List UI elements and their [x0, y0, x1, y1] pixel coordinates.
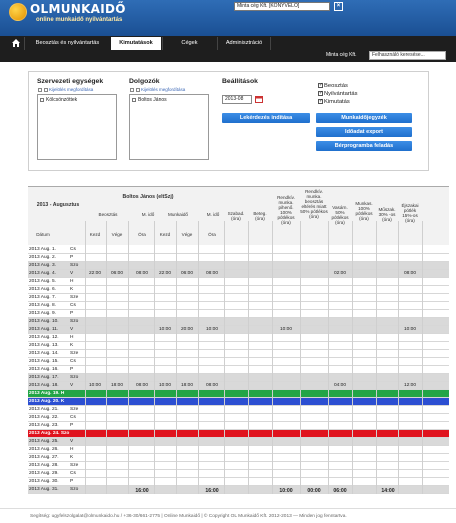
table-row	[28, 446, 449, 454]
table-row	[28, 254, 449, 262]
row-weekday: Cs	[70, 303, 76, 308]
total-beosztas-ora: 16:00	[135, 488, 149, 494]
row-weekday: P	[70, 479, 74, 484]
table-row	[28, 406, 449, 414]
check-beosztas[interactable]: ✓Beosztás	[318, 83, 348, 89]
column-divider	[106, 221, 107, 494]
row-date: 2013 Aug. 4.	[29, 271, 56, 276]
row-cell-mo: 08:00	[205, 271, 218, 276]
row-date: 2013 Aug. 1.	[29, 247, 56, 252]
nav-item-beosztas[interactable]: Beosztás és nyilvántartás	[24, 37, 110, 50]
row-date: 2013 Aug. 26.	[29, 447, 59, 452]
row-date: 2013 Aug. 29.	[29, 471, 59, 476]
worker-name: Boltos János (eltSzj)	[122, 194, 174, 200]
row-weekday: Sze	[70, 463, 79, 468]
workers-invert-link[interactable]: Kijelölés megfordítása	[129, 87, 185, 92]
payroll-submit-button[interactable]: Bérprogramba feladás	[316, 141, 412, 151]
table-row	[28, 430, 449, 438]
row-weekday: P	[70, 255, 74, 260]
home-icon[interactable]	[12, 39, 20, 47]
table-row	[28, 310, 449, 318]
column-divider	[176, 221, 177, 494]
row-date: 2013 Aug. 5.	[29, 279, 56, 284]
table-row	[28, 318, 449, 326]
row-date: 2013 Aug. 2.	[29, 255, 56, 260]
row-date: 2013 Aug. 15.	[29, 359, 59, 364]
column-divider	[272, 221, 273, 494]
col-vasarnap: Vasárn. 50% pótlékos (óra)	[331, 205, 349, 225]
calendar-icon[interactable]	[255, 95, 263, 103]
table-row	[28, 326, 449, 334]
logo-icon	[9, 3, 27, 21]
row-date: 2013 Aug. 18.	[29, 383, 59, 388]
table-row	[28, 374, 449, 382]
table-row	[28, 350, 449, 358]
table-row	[28, 454, 449, 462]
list-item[interactable]: Kölcsönzöttek	[40, 97, 77, 103]
row-weekday: Szo	[70, 375, 79, 380]
settings-title: Beállítások	[222, 78, 258, 85]
total-rendk-elteres: 00:00	[307, 488, 321, 494]
column-divider	[248, 221, 249, 494]
column-divider	[154, 221, 155, 494]
time-export-button[interactable]: Időadat export	[316, 127, 412, 137]
col-ejszakai: Éjszakai pótlék 15%-os (óra)	[401, 203, 419, 223]
nav-item-cegek[interactable]: Cégek	[162, 37, 216, 50]
table-row	[28, 470, 449, 478]
footer	[0, 508, 456, 523]
table-row	[28, 358, 449, 366]
row-weekday: V	[70, 271, 74, 276]
row-date: 2013 Aug. 12.	[29, 335, 59, 340]
row-date: 2013 Aug. 9.	[29, 311, 56, 316]
row-weekday: K	[70, 287, 74, 292]
row-weekday: Cs	[70, 471, 76, 476]
row-cell-mv: 06:00	[180, 271, 193, 276]
main-nav	[0, 36, 456, 50]
company-select[interactable]: Minta cég Kft. [KÖNYVELŐ]	[234, 2, 330, 11]
total-rendk-pihenonap: 10:00	[279, 488, 293, 494]
group-beosztas: Beosztás	[98, 212, 118, 217]
row-date: 2013 Aug. 7.	[29, 295, 56, 300]
table-row	[28, 246, 449, 254]
query-button[interactable]: Lekérdezés indítása	[222, 113, 310, 123]
row-cell-bo: 08:00	[135, 383, 148, 388]
row-date: 2013 Aug. 11.	[29, 327, 59, 332]
row-date: 2013 Aug. 13.	[29, 343, 59, 348]
row-date: 2013 Aug. 31.	[29, 487, 59, 492]
col-midd-2: M. idő	[206, 212, 220, 217]
row-cell-mk: 10:00	[158, 383, 171, 388]
logout-button[interactable]: ×	[334, 2, 343, 11]
col-midd-1: M. idő	[141, 212, 155, 217]
table-row	[28, 390, 449, 398]
row-weekday: Cs	[70, 415, 76, 420]
row-cell-bk: 22:00	[88, 271, 101, 276]
workers-list[interactable]	[129, 94, 209, 160]
group-munkaido: Munkaidő	[168, 212, 188, 217]
row-cell-vas: 02:00	[333, 271, 346, 276]
table-row	[28, 382, 449, 390]
row-cell-mv: 20:00	[180, 327, 193, 332]
table-row	[28, 478, 449, 486]
row-weekday: Szo	[70, 487, 79, 492]
col-rendk-eltérés: Rendkív. munka. beosztás eltérés miatt 50% pótlékos (óra)	[300, 189, 328, 219]
row-cell-vas: 04:00	[333, 383, 346, 388]
row-cell-mv: 18:00	[180, 383, 193, 388]
row-date: 2013 Aug. 28.	[29, 463, 59, 468]
total-ejszakai: 14:00	[381, 488, 395, 494]
table-row	[28, 278, 449, 286]
workers-title: Dolgozók	[129, 78, 160, 85]
nav-item-kimutatasok[interactable]: Kimutatások	[111, 37, 161, 50]
row-date: 2013 Aug. 30.	[29, 479, 59, 484]
column-divider	[85, 221, 86, 494]
row-date: 2013 Aug. 25.	[29, 439, 59, 444]
user-search-input[interactable]: Felhasználó keresése...	[369, 51, 446, 60]
totals-row	[28, 486, 449, 497]
table-row	[28, 422, 449, 430]
row-weekday: K	[70, 455, 74, 460]
row-weekday: H	[70, 335, 74, 340]
column-divider	[376, 221, 377, 494]
column-divider	[328, 221, 329, 494]
row-date: 2013 Aug. 22.	[29, 415, 59, 420]
row-weekday: Sze	[70, 407, 79, 412]
column-divider	[300, 221, 301, 494]
total-vasarnap: 06:00	[333, 488, 347, 494]
table-row	[28, 438, 449, 446]
col-muszak: Műszak. 30% -os (óra)	[378, 207, 396, 222]
column-divider	[128, 221, 129, 494]
footer-text: Segítség: ugyfelszolgalat@olmunkaido.hu / +36-30/661-2775 | Online Munkaidő | © Copyright OL Munkaidő Kft. 2012-2013 — Minden jog fenntartva.	[30, 514, 347, 519]
row-weekday: H	[70, 279, 74, 284]
row-date: 2013 Aug. 23.	[29, 423, 59, 428]
period-label: 2013 - Augusztus	[36, 202, 80, 208]
row-weekday: Cs	[70, 247, 76, 252]
units-list[interactable]	[37, 94, 117, 160]
units-title: Szervezeti egységek	[37, 78, 104, 85]
table-header	[28, 187, 449, 245]
row-date: 2013 Aug. 24. Szo	[29, 431, 70, 436]
table-row	[28, 462, 449, 470]
table-row	[28, 414, 449, 422]
timesheet-button[interactable]: Munkaidőjegyzék	[316, 113, 412, 123]
nav-item-adminisztracio[interactable]: Adminisztráció	[217, 37, 271, 50]
row-date: 2013 Aug. 6.	[29, 287, 56, 292]
row-weekday: Sze	[70, 295, 79, 300]
row-date: 2013 Aug. 20. K	[29, 399, 65, 404]
check-kimutatas[interactable]: ✓Kimutatás	[318, 99, 350, 105]
col-ora-2: Óra	[208, 232, 216, 237]
column-divider	[224, 221, 225, 494]
table-row	[28, 334, 449, 342]
col-vege-2: Vége	[181, 232, 193, 237]
row-date: 2013 Aug. 10.	[29, 319, 59, 324]
row-cell-bv: 18:00	[110, 383, 123, 388]
app-header	[0, 0, 456, 36]
row-weekday: Sze	[70, 351, 79, 356]
column-divider	[198, 221, 199, 494]
row-date: 2013 Aug. 19. H	[29, 391, 65, 396]
row-date: 2013 Aug. 3.	[29, 263, 56, 268]
table-row	[28, 366, 449, 374]
company-label: Minta cég Kft.	[326, 52, 357, 58]
col-vege-1: Vége	[111, 232, 123, 237]
row-weekday: Cs	[70, 359, 76, 364]
row-date: 2013 Aug. 21.	[29, 407, 59, 412]
row-cell-mo: 10:00	[205, 327, 218, 332]
units-invert-link[interactable]: Kijelölés megfordítása	[37, 87, 93, 92]
col-ora-1: Óra	[138, 232, 146, 237]
row-weekday: V	[70, 439, 74, 444]
table-row	[28, 286, 449, 294]
row-date: 2013 Aug. 16.	[29, 367, 59, 372]
row-weekday: Szo	[70, 319, 79, 324]
table-row	[28, 342, 449, 350]
row-cell-ej: 10:00	[403, 327, 416, 332]
row-weekday: V	[70, 327, 74, 332]
col-kezd-1: Kezd	[89, 232, 101, 237]
check-nyilvantartas[interactable]: ✓Nyilvántartás	[318, 91, 358, 97]
row-date: 2013 Aug. 17.	[29, 375, 59, 380]
table-row	[28, 398, 449, 406]
row-cell-bv: 06:00	[110, 271, 123, 276]
row-cell-ej: 08:00	[403, 271, 416, 276]
table-row	[28, 270, 449, 278]
row-cell-mo: 08:00	[205, 383, 218, 388]
brand-name: OLMUNKAIDŐ	[30, 2, 126, 16]
brand-tagline: online munkaidő nyilvántartás	[36, 17, 123, 23]
col-munkaszunet: Munkas. 100% pótlékos (óra)	[355, 201, 373, 221]
row-weekday: H	[70, 447, 74, 452]
col-datum: Dátum	[36, 232, 50, 237]
table-row	[28, 302, 449, 310]
column-divider	[352, 221, 353, 494]
row-date: 2013 Aug. 27.	[29, 455, 59, 460]
month-input[interactable]: 2013-08	[222, 95, 252, 104]
col-rendk-pihenonap: Rendkív. munka. pihenő. 100% pótlékos (óra)	[277, 195, 295, 225]
row-weekday: P	[70, 311, 74, 316]
row-weekday: P	[70, 367, 74, 372]
table-row	[28, 294, 449, 302]
total-munkaido-ora: 16:00	[205, 488, 219, 494]
row-cell-ej: 12:00	[403, 383, 416, 388]
report-table	[28, 186, 449, 496]
row-cell-mk: 10:00	[158, 327, 171, 332]
col-szabad: Szabad. (óra)	[227, 211, 245, 221]
row-cell-bo: 08:00	[135, 271, 148, 276]
row-date: 2013 Aug. 14.	[29, 351, 59, 356]
col-kezd-2: Kezd	[159, 232, 171, 237]
row-weekday: P	[70, 423, 74, 428]
col-beteg: Beteg. (óra)	[253, 211, 267, 221]
row-cell-mk: 22:00	[158, 271, 171, 276]
row-date: 2013 Aug. 8.	[29, 303, 56, 308]
row-weekday: Szo	[70, 263, 79, 268]
row-weekday: V	[70, 383, 74, 388]
row-cell-rp: 10:00	[279, 327, 292, 332]
row-weekday: K	[70, 343, 74, 348]
column-divider	[398, 221, 399, 494]
table-row	[28, 262, 449, 270]
list-item[interactable]: Boltos János	[132, 97, 167, 103]
row-cell-bk: 10:00	[88, 383, 101, 388]
column-divider	[422, 221, 423, 494]
